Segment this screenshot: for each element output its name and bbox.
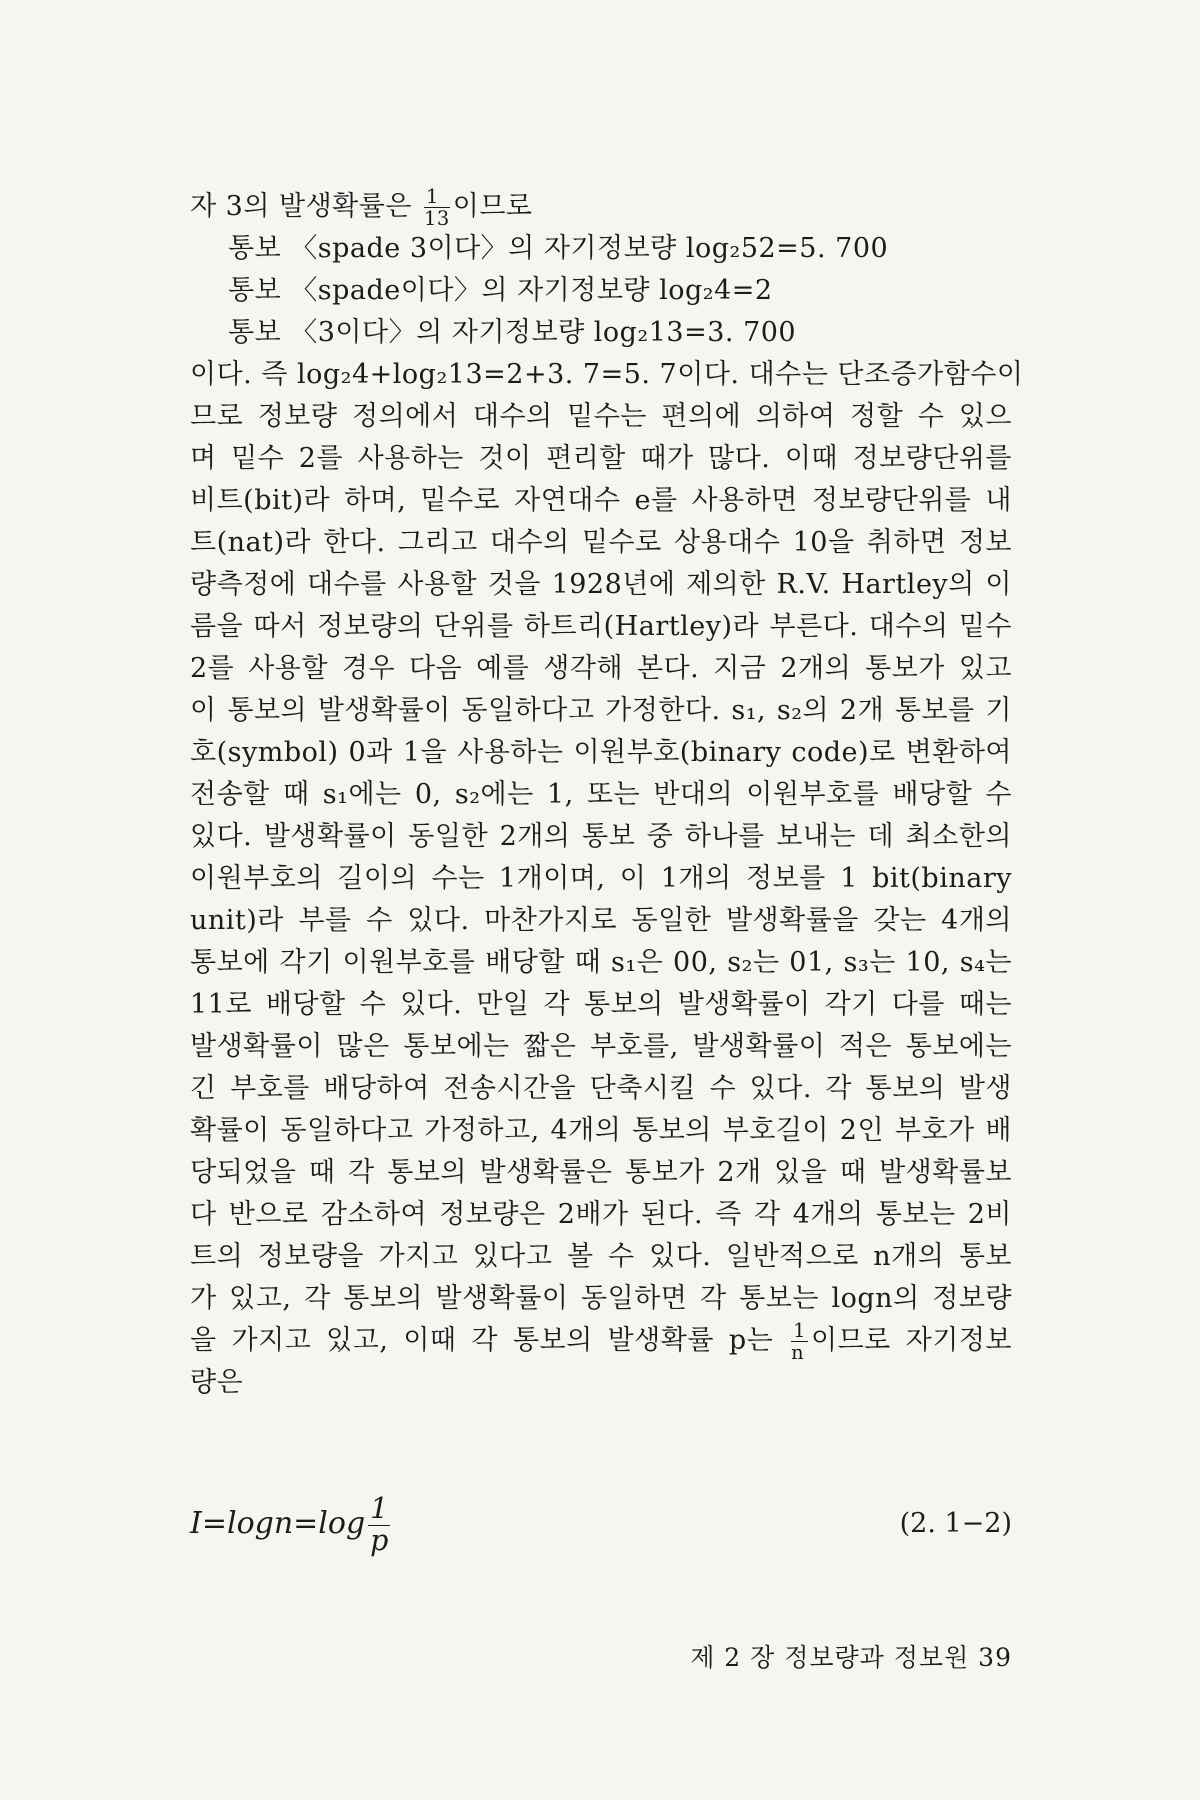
text-line-3: 통보 〈spade이다〉의 자기정보량 log₂4=2 [228, 275, 773, 306]
text-line-12: 2를 사용할 경우 다음 예를 생각해 본다. 지금 2개의 통보가 있고 [190, 653, 1012, 684]
text-line-2: 통보 〈spade 3이다〉의 자기정보량 log₂52=5. 700 [228, 233, 889, 264]
text-line-16: 있다. 발생확률이 동일한 2개의 통보 중 하나를 보내는 데 최소한의 [190, 821, 1012, 852]
fraction-1-p: $\frac{1}{p}$ [370, 1492, 389, 1557]
text-line-1: 자 3의 발생확률은 $\frac{1}{13}$ 이므로 [190, 184, 533, 230]
equation-number: (2. 1−2) [899, 1508, 1012, 1539]
body-text [190, 184, 1024, 1404]
equation-2-1-2 [190, 1492, 1012, 1557]
text-line-9: 트(nat)라 한다. 그리고 대수의 밑수로 상용대수 10을 취하면 정보 [190, 527, 1012, 558]
text-line-11: 름을 따서 정보량의 단위를 하트리(Hartley)라 부른다. 대수의 밑수 [190, 611, 1012, 642]
text-line-14: 호(symbol) 0과 1을 사용하는 이원부호(binary code)로 변환하여 [190, 737, 1012, 768]
text-line-21: 발생확률이 많은 통보에는 짧은 부호를, 발생확률이 적은 통보에는 [190, 1031, 1012, 1062]
text-line-6: 므로 정보량 정의에서 대수의 밑수는 편의에 의하여 정할 수 있으 [190, 401, 1012, 432]
text-line-28: 을 가지고 있고, 이때 각 통보의 발생확률 p는 $\frac{1}{n}$ 이므로 자기정보 [190, 1318, 1013, 1364]
fraction-1-13: $\frac{1}{13}$ [424, 184, 450, 230]
text-line-4: 통보 〈3이다〉의 자기정보량 log₂13=3. 700 [228, 317, 797, 348]
text-line-24: 당되었을 때 각 통보의 발생확률은 통보가 2개 있을 때 발생확률보 [190, 1157, 1012, 1188]
text-line-5: 이다. 즉 log₂4+log₂13=2+3. 7=5. 7이다. 대수는 단조증가함수이 [190, 359, 1024, 390]
text-line-7: 며 밑수 2를 사용하는 것이 편리할 때가 많다. 이때 정보량단위를 [190, 443, 1012, 474]
page-footer: 제 2 장 정보량과 정보원 39 [690, 1643, 1012, 1672]
text-line-29: 량은 [190, 1367, 244, 1398]
text-line-10: 량측정에 대수를 사용할 것을 1928년에 제의한 R.V. Hartley의 이 [190, 569, 1012, 600]
text-line-25: 다 반으로 감소하여 정보량은 2배가 된다. 즉 각 4개의 통보는 2비 [190, 1199, 1012, 1230]
text-line-27: 가 있고, 각 통보의 발생확률이 동일하면 각 통보는 logn의 정보량 [190, 1283, 1012, 1314]
text-line-23: 확률이 동일하다고 가정하고, 4개의 통보의 부호길이 2인 부호가 배 [190, 1115, 1012, 1146]
fraction-1-n: $\frac{1}{n}$ [791, 1318, 807, 1364]
text-line-19: 통보에 각기 이원부호를 배당할 때 s₁은 00, s₂는 01, s₃는 10, s₄는 [190, 947, 1012, 978]
text-line-18: unit)라 부를 수 있다. 마찬가지로 동일한 발생확률을 갖는 4개의 [190, 905, 1012, 936]
text-line-15: 전송할 때 s₁에는 0, s₂에는 1, 또는 반대의 이원부호를 배당할 수 [190, 779, 1012, 810]
text-line-8: 비트(bit)라 하며, 밑수로 자연대수 e를 사용하면 정보량단위를 내 [190, 485, 1012, 516]
text-line-13: 이 통보의 발생확률이 동일하다고 가정한다. s₁, s₂의 2개 통보를 기 [190, 695, 1012, 726]
text-line-22: 긴 부호를 배당하여 전송시간을 단축시킬 수 있다. 각 통보의 발생 [190, 1073, 1012, 1104]
text-line-20: 11로 배당할 수 있다. 만일 각 통보의 발생확률이 각기 다를 때는 [190, 989, 1012, 1020]
text-line-26: 트의 정보량을 가지고 있다고 볼 수 있다. 일반적으로 n개의 통보 [190, 1241, 1012, 1272]
text-line-17: 이원부호의 길이의 수는 1개이며, 이 1개의 정보를 1 bit(binary [190, 863, 1012, 894]
equation-lhs: I=logn=log [190, 1506, 366, 1541]
